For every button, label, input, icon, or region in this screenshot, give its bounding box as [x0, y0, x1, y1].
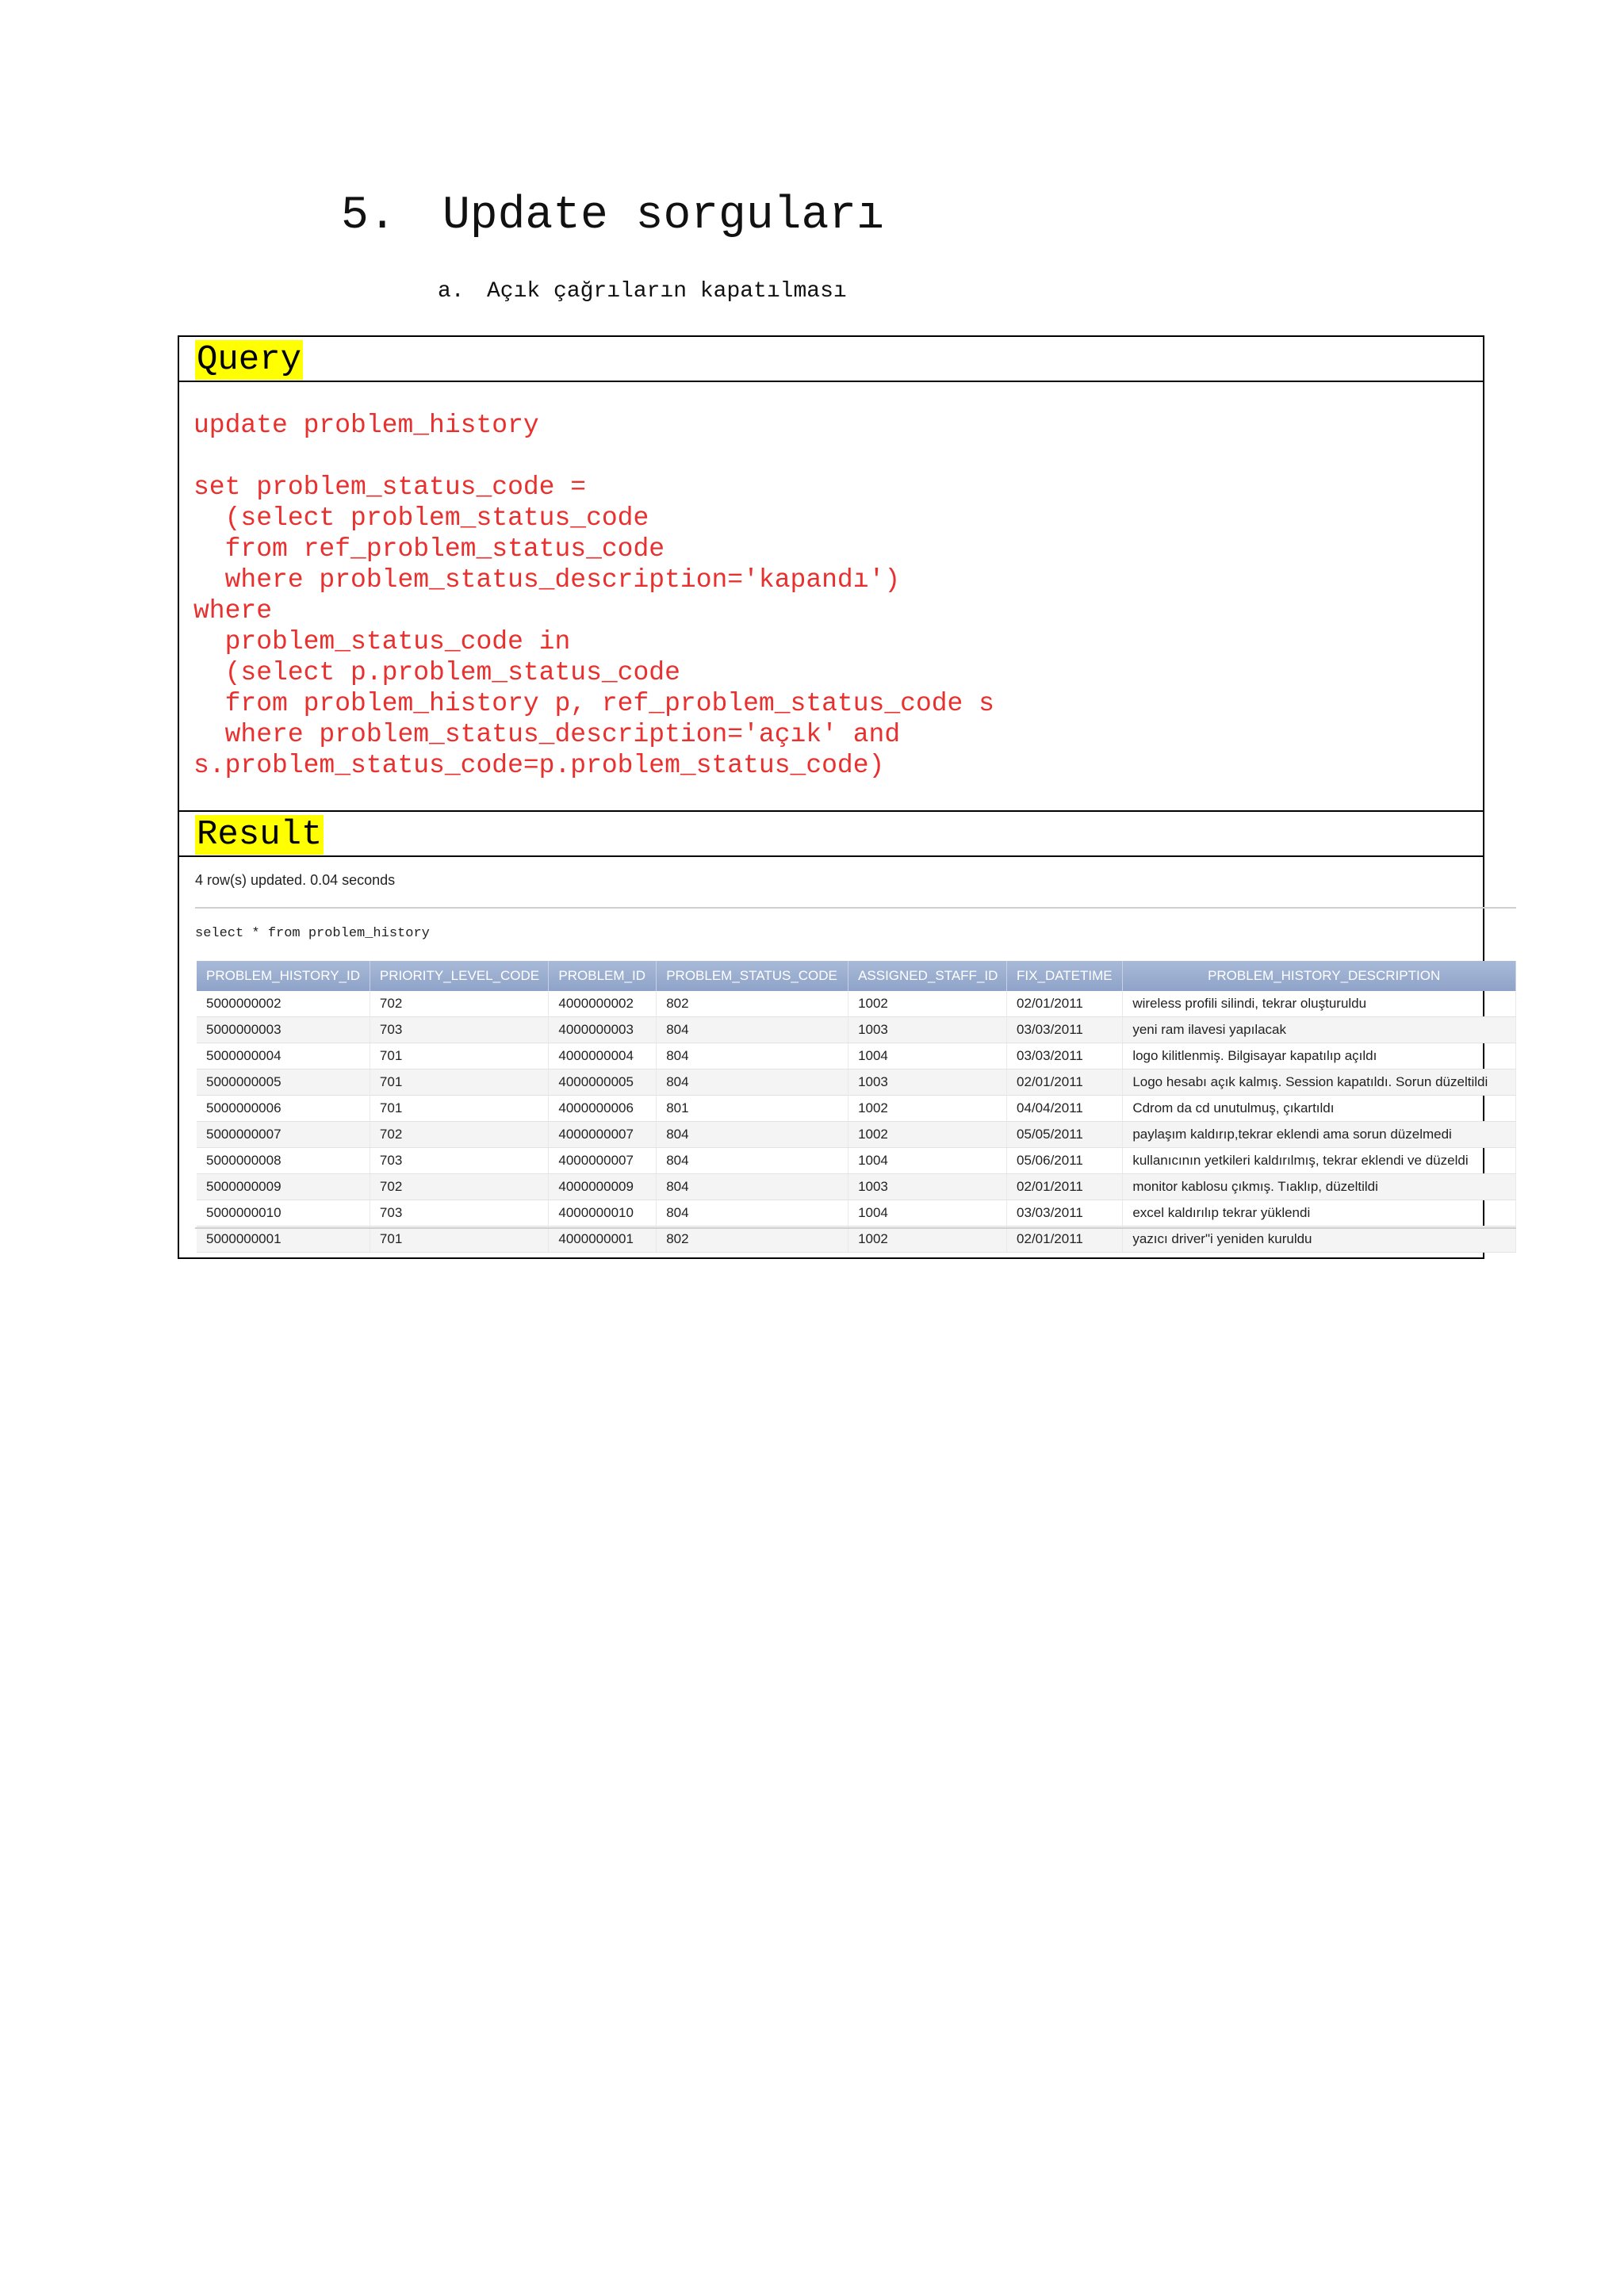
column-header[interactable]: PROBLEM_HISTORY_ID [197, 961, 370, 991]
section-title: Update sorguları [442, 190, 884, 242]
table-cell: 02/01/2011 [1007, 1070, 1123, 1096]
table-row [197, 1200, 1516, 1226]
table-cell: logo kilitlenmiş. Bilgisayar kapatılıp açıldı [1123, 1043, 1516, 1070]
table-cell: 5000000008 [197, 1148, 370, 1174]
table-cell: 702 [370, 1122, 548, 1148]
table-cell: 1004 [848, 1200, 1007, 1226]
table-cell: 703 [370, 1200, 548, 1226]
table-cell: 02/01/2011 [1007, 1174, 1123, 1200]
table-cell: 4000000006 [549, 1096, 657, 1122]
table-cell: kullanıcının yetkileri kaldırılmış, tekrar eklendi ve düzeldi [1123, 1148, 1516, 1174]
table-cell: Logo hesabı açık kalmış. Session kapatıldı. Sorun düzeltildi [1123, 1070, 1516, 1096]
table-cell: 701 [370, 1096, 548, 1122]
table-cell: 804 [657, 1148, 848, 1174]
table-cell: 02/01/2011 [1007, 1226, 1123, 1253]
table-cell: wireless profili silindi, tekrar oluşturuldu [1123, 991, 1516, 1017]
table-cell: 5000000001 [197, 1226, 370, 1253]
sql-query-text: update problem_history set problem_status_code = (select problem_status_code from ref_problem_status_code where problem_status_description='kapandı') where problem_status_code in (select p.problem_status_code from problem_history p, ref_problem_status_code s where problem_status_description='açık' and s.problem_status_code=p.problem_status_code) [193, 411, 994, 780]
table-row [197, 1226, 1516, 1253]
table-cell: 702 [370, 991, 548, 1017]
table-cell: 804 [657, 1200, 848, 1226]
table-cell: 5000000010 [197, 1200, 370, 1226]
table-cell: Cdrom da cd unutulmuş, çıkartıldı [1123, 1096, 1516, 1122]
table-row [197, 1017, 1516, 1043]
table-cell: 1004 [848, 1043, 1007, 1070]
table-cell: 5000000009 [197, 1174, 370, 1200]
table-cell: 4000000003 [549, 1017, 657, 1043]
divider [195, 1227, 1516, 1229]
table-cell: 1003 [848, 1070, 1007, 1096]
table-cell: 04/04/2011 [1007, 1096, 1123, 1122]
table-cell: 702 [370, 1174, 548, 1200]
column-header[interactable]: PROBLEM_STATUS_CODE [657, 961, 848, 991]
table-cell: 03/03/2011 [1007, 1017, 1123, 1043]
table-cell: 03/03/2011 [1007, 1043, 1123, 1070]
table-cell: 801 [657, 1096, 848, 1122]
table-cell: 1003 [848, 1174, 1007, 1200]
table-cell: 1002 [848, 1226, 1007, 1253]
column-header[interactable]: PROBLEM_ID [549, 961, 657, 991]
table-cell: 03/03/2011 [1007, 1200, 1123, 1226]
table-cell: paylaşım kaldırıp,tekrar eklendi ama sorun düzelmedi [1123, 1122, 1516, 1148]
table-cell: 1002 [848, 1096, 1007, 1122]
result-screenshot [195, 872, 1516, 1246]
table-cell: 802 [657, 1226, 848, 1253]
table-cell: monitor kablosu çıkmış. Tıaklıp, düzeltildi [1123, 1174, 1516, 1200]
table-cell: 4000000007 [549, 1148, 657, 1174]
table-row [197, 1174, 1516, 1200]
table-cell: 701 [370, 1226, 548, 1253]
subsection-heading [438, 279, 847, 304]
table-cell: 5000000007 [197, 1122, 370, 1148]
table-cell: 804 [657, 1043, 848, 1070]
table-cell: excel kaldırılıp tekrar yüklendi [1123, 1200, 1516, 1226]
table-cell: 4000000001 [549, 1226, 657, 1253]
column-header[interactable]: FIX_DATETIME [1007, 961, 1123, 991]
table-cell: 5000000003 [197, 1017, 370, 1043]
result-label: Result [197, 815, 323, 855]
table-cell: 804 [657, 1017, 848, 1043]
table-cell: 4000000007 [549, 1122, 657, 1148]
table-cell: 4000000002 [549, 991, 657, 1017]
subsection-letter: a. [438, 279, 465, 304]
table-row [197, 991, 1516, 1017]
table-cell: 4000000004 [549, 1043, 657, 1070]
section-number: 5. [341, 190, 396, 242]
table-cell: 1003 [848, 1017, 1007, 1043]
divider [195, 907, 1516, 909]
column-header[interactable]: PROBLEM_HISTORY_DESCRIPTION [1123, 961, 1516, 991]
table-cell: 02/01/2011 [1007, 991, 1123, 1017]
subsection-title: Açık çağrıların kapatılması [487, 279, 847, 304]
table-cell: 5000000002 [197, 991, 370, 1017]
column-header[interactable]: PRIORITY_LEVEL_CODE [370, 961, 548, 991]
table-cell: 05/05/2011 [1007, 1122, 1123, 1148]
query-label: Query [197, 340, 302, 380]
table-cell: 5000000006 [197, 1096, 370, 1122]
table-cell: 703 [370, 1148, 548, 1174]
table-row [197, 1070, 1516, 1096]
query-header [179, 337, 1483, 382]
table-cell: 05/06/2011 [1007, 1148, 1123, 1174]
table-cell: 701 [370, 1070, 548, 1096]
table-cell: yazıcı driver"i yeniden kuruldu [1123, 1226, 1516, 1253]
table-cell: 802 [657, 991, 848, 1017]
table-cell: 4000000005 [549, 1070, 657, 1096]
table-row [197, 1043, 1516, 1070]
table-cell: 1004 [848, 1148, 1007, 1174]
table-cell: 804 [657, 1174, 848, 1200]
table-cell: 1002 [848, 1122, 1007, 1148]
table-cell: 5000000004 [197, 1043, 370, 1070]
table-cell: 804 [657, 1070, 848, 1096]
results-table [197, 961, 1516, 1253]
table-row [197, 1122, 1516, 1148]
select-statement: select * from problem_history [195, 926, 430, 941]
table-cell: yeni ram ilavesi yapılacak [1123, 1017, 1516, 1043]
table-cell: 703 [370, 1017, 548, 1043]
table-row [197, 1096, 1516, 1122]
table-cell: 804 [657, 1122, 848, 1148]
column-header[interactable]: ASSIGNED_STAFF_ID [848, 961, 1007, 991]
section-heading [341, 190, 884, 242]
table-body [197, 991, 1516, 1253]
table-cell: 4000000010 [549, 1200, 657, 1226]
table-cell: 4000000009 [549, 1174, 657, 1200]
rows-updated-message: 4 row(s) updated. 0.04 seconds [195, 872, 396, 888]
table-row [197, 1148, 1516, 1174]
table-cell: 1002 [848, 991, 1007, 1017]
table-cell: 701 [370, 1043, 548, 1070]
table-header-row [197, 961, 1516, 991]
table-cell: 5000000005 [197, 1070, 370, 1096]
result-header [179, 810, 1483, 857]
